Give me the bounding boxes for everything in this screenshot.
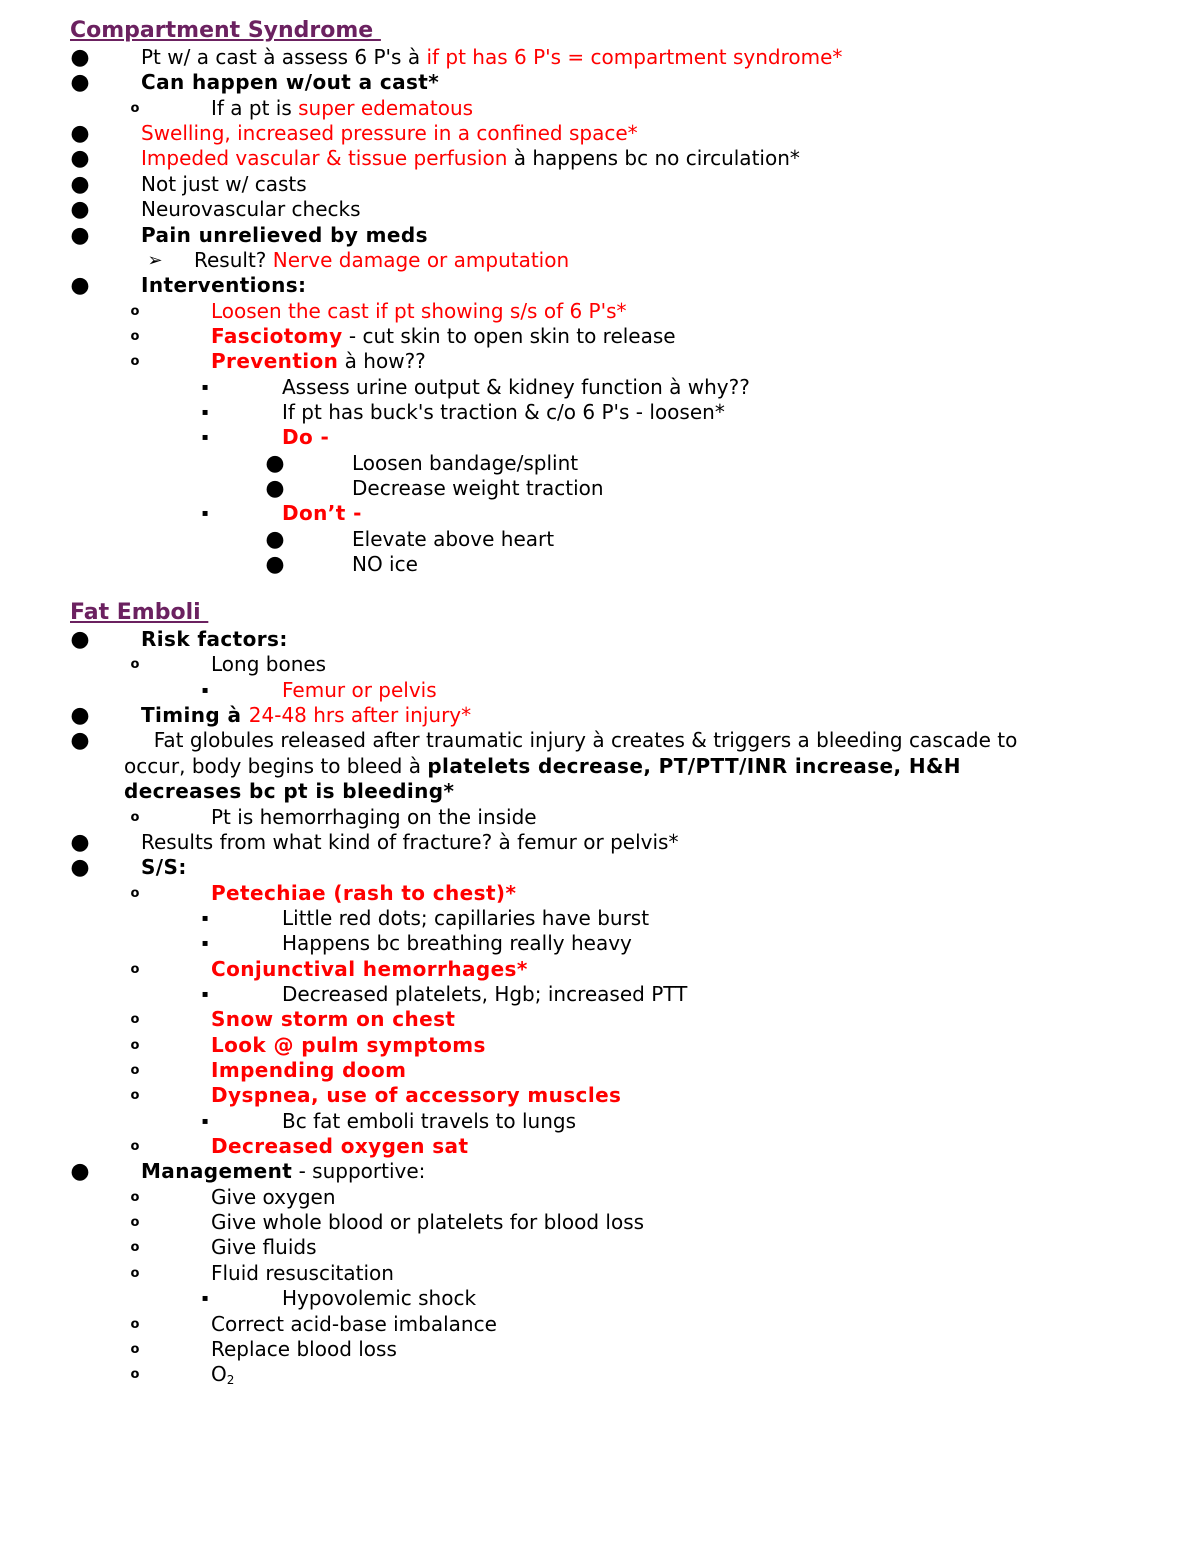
circle-bullet-icon: o [130, 1012, 140, 1028]
list-item [0, 299, 1200, 324]
list-item [0, 121, 1200, 146]
dot-bullet-icon: ● [265, 450, 285, 476]
list-item [0, 728, 1200, 753]
list-item [0, 197, 1200, 222]
dot-bullet-icon: ● [70, 45, 90, 70]
list-item-text [211, 881, 516, 906]
circle-bullet-icon: o [130, 1316, 140, 1332]
text-segment: Give oxygen [211, 1184, 336, 1209]
list-item-text [194, 248, 569, 273]
square-bullet-icon: ▪ [201, 432, 209, 444]
list-item-text [211, 1210, 644, 1235]
list-item [0, 805, 1200, 830]
circle-bullet-icon: o [130, 328, 140, 344]
list-item [0, 881, 1200, 906]
circle-bullet-icon: o [130, 1367, 140, 1383]
list-item [0, 855, 1200, 880]
list-item-text [211, 957, 528, 982]
list-item-text [211, 1185, 336, 1210]
text-segment: Pt is hemorrhaging on the inside [211, 804, 537, 829]
dot-bullet-icon: ● [265, 526, 285, 552]
list-item [0, 931, 1200, 956]
text-segment: Give whole blood or platelets for blood loss [211, 1210, 645, 1235]
list-item-text [282, 678, 437, 703]
dot-bullet-icon: ● [70, 146, 90, 172]
list-item-text [124, 754, 961, 779]
list-item-text [141, 273, 306, 298]
text-segment: Fluid resuscitation [211, 1260, 394, 1285]
circle-bullet-icon: o [130, 1063, 140, 1078]
text-segment: Fat globules released after traumatic injury à creates & triggers a bleeding cascade to [141, 728, 1018, 753]
circle-bullet-icon: o [130, 100, 140, 116]
square-bullet-icon: ▪ [201, 1115, 209, 1127]
list-item-text [282, 425, 329, 450]
list-item-text [282, 931, 632, 956]
square-bullet-icon: ▪ [201, 912, 209, 924]
list-item [0, 451, 1200, 476]
text-segment: Petechiae (rash to chest)* [211, 880, 517, 905]
text-segment: Snow storm on chest [211, 1007, 456, 1032]
list-item-text [352, 552, 418, 577]
dot-bullet-icon: ● [265, 476, 285, 501]
text-segment: - cut skin to open skin to release [342, 323, 676, 348]
list-item-text [282, 1286, 476, 1311]
text-segment: Not just w/ casts [141, 171, 307, 196]
square-bullet-icon: ▪ [201, 381, 209, 393]
text-segment: à how?? [338, 349, 426, 374]
dot-bullet-icon: ● [70, 728, 90, 754]
text-segment: Bc fat emboli travels to lungs [282, 1108, 577, 1133]
list-item [0, 906, 1200, 931]
text-segment: Result? [194, 247, 273, 272]
text-segment: Loosen the cast if pt showing s/s of 6 P's* [211, 298, 627, 323]
list-item [0, 703, 1200, 728]
text-segment: Pain unrelieved by meds [141, 222, 428, 247]
text-segment: Conjunctival hemorrhages* [211, 956, 528, 981]
circle-bullet-icon: o [130, 1088, 140, 1104]
list-item-text [352, 527, 554, 552]
circle-bullet-icon: o [130, 1139, 140, 1154]
text-segment: Management [141, 1159, 293, 1184]
list-item [0, 652, 1200, 677]
text-segment: Do - [282, 425, 330, 450]
list-item-text [352, 451, 578, 476]
list-item [0, 248, 1200, 273]
list-item-text [211, 1007, 455, 1032]
text-segment: Timing à [141, 703, 249, 727]
text-segment: Long bones [211, 652, 327, 677]
circle-bullet-icon: o [130, 354, 140, 370]
list-item [0, 400, 1200, 425]
list-item-text [141, 223, 428, 248]
square-bullet-icon: ▪ [201, 406, 209, 418]
dot-bullet-icon: ● [265, 552, 285, 577]
list-item [0, 1058, 1200, 1083]
list-item-text [211, 1235, 317, 1260]
section-heading: Fat Emboli [70, 600, 209, 625]
text-segment: Hypovolemic shock [282, 1286, 477, 1311]
list-item-text [211, 1362, 234, 1393]
list-item [0, 223, 1200, 248]
text-segment: 2 [226, 1373, 235, 1388]
list-item-text [211, 1033, 486, 1058]
text-segment: platelets decrease, PT/PTT/INR increase, H&H [427, 753, 961, 778]
list-item [0, 678, 1200, 703]
dot-bullet-icon: ● [70, 222, 90, 248]
text-segment: super edematous [298, 95, 474, 120]
list-item-text [211, 324, 676, 349]
list-item [0, 1210, 1200, 1235]
list-item [0, 375, 1200, 400]
text-segment: O [211, 1362, 227, 1387]
list-item [0, 324, 1200, 349]
list-item-text [141, 627, 288, 652]
list-item-text [141, 703, 471, 728]
text-segment: Elevate above heart [352, 526, 555, 551]
text-segment: Give fluids [211, 1235, 317, 1260]
circle-bullet-icon: o [130, 1341, 140, 1357]
text-segment: Replace blood loss [211, 1336, 397, 1361]
arrow-bullet-icon: ➢ [147, 249, 163, 271]
list-item-text [352, 476, 604, 501]
list-item [0, 45, 1200, 70]
list-item-text [211, 1134, 468, 1159]
square-bullet-icon: ▪ [201, 684, 209, 696]
text-segment: Don’t - [282, 501, 362, 526]
list-item-text [141, 197, 361, 222]
list-item-text [211, 1083, 621, 1108]
list-item-text [141, 728, 1017, 753]
text-segment: 24-48 hrs after injury* [248, 703, 472, 727]
text-segment: Decreased platelets, Hgb; increased PTT [282, 981, 688, 1006]
dot-bullet-icon: ● [70, 829, 90, 855]
list-item-text [141, 45, 842, 70]
dot-bullet-icon: ● [70, 627, 90, 652]
text-segment: Interventions: [141, 273, 307, 298]
square-bullet-icon: ▪ [201, 508, 209, 520]
list-item-text [211, 1058, 406, 1083]
text-segment: Fasciotomy [211, 323, 343, 348]
circle-bullet-icon: o [130, 885, 140, 901]
dot-bullet-icon: ● [70, 1159, 90, 1185]
list-item-text [211, 805, 537, 830]
list-item-text [211, 96, 473, 121]
circle-bullet-icon: o [130, 1189, 140, 1205]
circle-bullet-icon: o [130, 961, 140, 977]
dot-bullet-icon: ● [70, 70, 90, 96]
section-heading: Compartment Syndrome [70, 18, 381, 43]
list-item-text [282, 400, 725, 425]
list-item-text [282, 375, 750, 400]
circle-bullet-icon: o [130, 1265, 140, 1281]
list-item [0, 1134, 1200, 1159]
list-item-text [282, 906, 649, 931]
list-item-text [282, 1109, 576, 1134]
list-item-text [211, 1312, 497, 1337]
circle-bullet-icon: o [130, 657, 140, 673]
text-segment: à happens bc no circulation* [507, 146, 800, 171]
text-segment: Impeded vascular & tissue perfusion [141, 146, 508, 171]
list-item [0, 1312, 1200, 1337]
list-item-text [282, 982, 687, 1007]
list-item [0, 754, 1200, 779]
square-bullet-icon: ▪ [201, 1293, 209, 1305]
list-item-text [282, 501, 362, 526]
list-item [0, 982, 1200, 1007]
list-item [0, 146, 1200, 171]
list-item-text [211, 349, 426, 374]
list-item [0, 627, 1200, 652]
list-item-text [141, 70, 439, 95]
text-segment: Can happen w/out a cast* [141, 70, 440, 95]
list-item [0, 425, 1200, 450]
list-item [0, 96, 1200, 121]
list-item [0, 1185, 1200, 1210]
list-item [0, 172, 1200, 197]
text-segment: Dyspnea, use of accessory muscles [211, 1083, 622, 1108]
list-item-text [141, 121, 638, 146]
dot-bullet-icon: ● [70, 273, 90, 299]
text-segment: occur, body begins to bleed à [124, 753, 428, 778]
text-segment: NO ice [352, 552, 418, 576]
list-item [0, 830, 1200, 855]
text-segment: Decrease weight traction [352, 476, 604, 500]
text-segment: Femur or pelvis [282, 677, 437, 702]
list-item [0, 70, 1200, 95]
list-item [0, 1007, 1200, 1032]
text-segment: If a pt is [211, 95, 299, 120]
list-item [0, 957, 1200, 982]
list-item-text [141, 146, 800, 171]
text-segment: - supportive: [292, 1159, 426, 1184]
text-segment: Swelling, increased pressure in a confined space* [141, 121, 638, 146]
list-item-text [211, 652, 326, 677]
list-item-text [211, 299, 627, 324]
dot-bullet-icon: ● [70, 703, 90, 728]
list-item-text [211, 1261, 394, 1286]
list-item [0, 1362, 1200, 1387]
text-segment: Prevention [211, 349, 339, 374]
dot-bullet-icon: ● [70, 121, 90, 147]
text-segment: If pt has buck's traction & c/o 6 P's - loosen* [282, 399, 725, 424]
list-item [0, 349, 1200, 374]
text-segment: Neurovascular checks [141, 197, 361, 222]
list-item-text [124, 779, 454, 804]
list-item-text [211, 1337, 397, 1362]
list-item [0, 1286, 1200, 1311]
list-item [0, 1159, 1200, 1184]
text-segment: Happens bc breathing really heavy [282, 931, 632, 956]
list-item [0, 1109, 1200, 1134]
text-segment: Loosen bandage/splint [352, 450, 579, 475]
text-segment: decreases bc pt is bleeding* [124, 779, 455, 804]
list-item [0, 1261, 1200, 1286]
text-segment: Decreased oxygen sat [211, 1134, 469, 1158]
list-item-text [141, 855, 187, 880]
list-item [0, 476, 1200, 501]
text-segment: Assess urine output & kidney function à why?? [282, 374, 750, 399]
text-segment: Impending doom [211, 1058, 407, 1082]
square-bullet-icon: ▪ [201, 988, 209, 1000]
list-item [0, 1033, 1200, 1058]
square-bullet-icon: ▪ [201, 938, 209, 950]
text-segment: Correct acid-base imbalance [211, 1311, 497, 1336]
circle-bullet-icon: o [130, 1240, 140, 1256]
list-item [0, 1337, 1200, 1362]
circle-bullet-icon: o [130, 1215, 140, 1231]
list-item [0, 1083, 1200, 1108]
text-segment: Little red dots; capillaries have burst [282, 905, 650, 930]
dot-bullet-icon: ● [70, 855, 90, 881]
list-item [0, 779, 1200, 804]
dot-bullet-icon: ● [70, 197, 90, 223]
text-segment: Pt w/ a cast à assess 6 P's à [141, 45, 427, 69]
list-item [0, 501, 1200, 526]
list-item [0, 1235, 1200, 1260]
text-segment: Look @ pulm symptoms [211, 1032, 486, 1057]
dot-bullet-icon: ● [70, 171, 90, 197]
text-segment: S/S: [141, 855, 187, 880]
list-item [0, 527, 1200, 552]
circle-bullet-icon: o [130, 303, 140, 319]
text-segment: if pt has 6 P's = compartment syndrome* [426, 45, 843, 69]
list-item-text [141, 830, 678, 855]
text-segment: Nerve damage or amputation [272, 247, 570, 272]
list-item-text [141, 1159, 425, 1184]
circle-bullet-icon: o [130, 1037, 140, 1053]
circle-bullet-icon: o [130, 809, 140, 825]
list-item [0, 552, 1200, 577]
text-segment: Results from what kind of fracture? à femur or pelvis* [141, 829, 679, 854]
text-segment: Risk factors: [141, 627, 288, 651]
list-item-text [141, 172, 307, 197]
list-item [0, 273, 1200, 298]
